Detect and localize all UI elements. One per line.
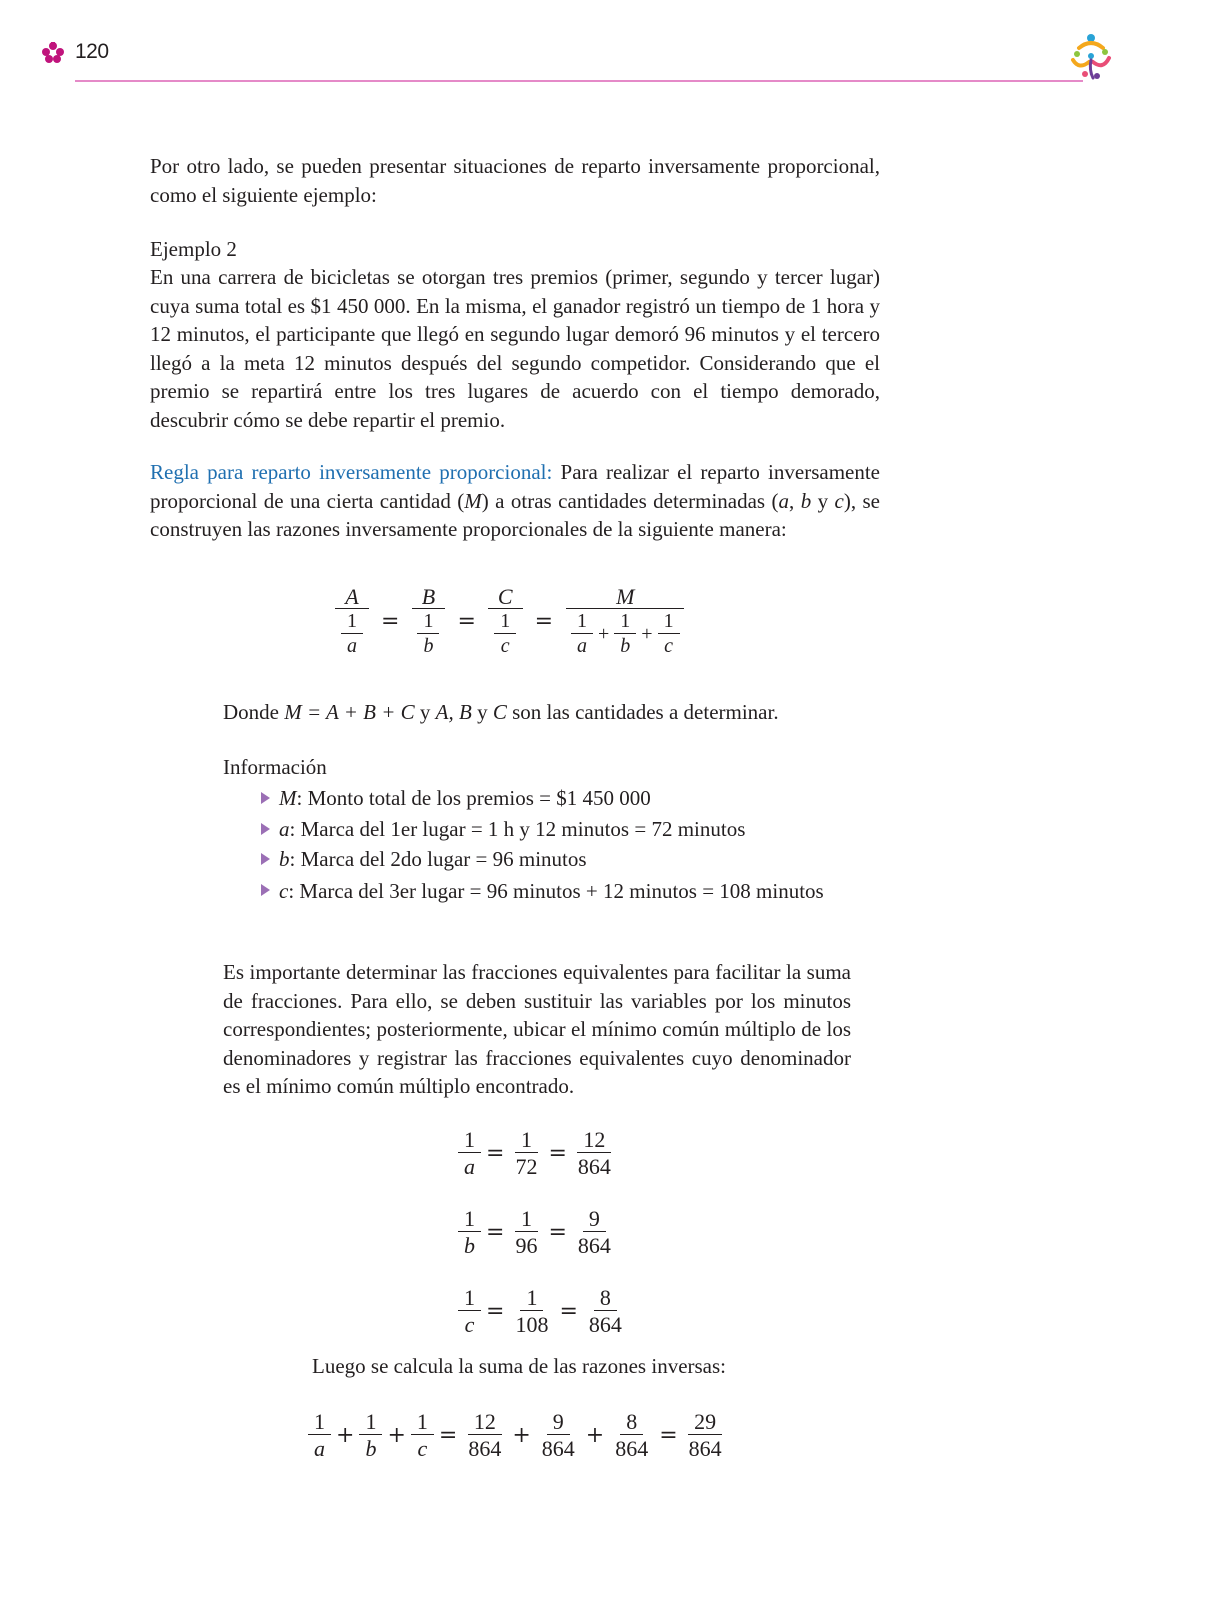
numerator: 1	[571, 611, 593, 634]
plus-sign: +	[387, 1422, 406, 1448]
denominator: a	[464, 1154, 475, 1180]
numerator: 1	[308, 1410, 331, 1435]
numerator: 1	[614, 611, 636, 634]
numerator: M	[566, 585, 684, 609]
sum-intro: Luego se calcula la suma de las razones inversas:	[312, 1354, 727, 1378]
equals-sign: =	[486, 1140, 505, 1166]
denominator: 108	[515, 1312, 549, 1338]
denominator	[411, 609, 445, 657]
denominator: 864	[615, 1436, 649, 1462]
denominator: 864	[588, 1312, 622, 1338]
where-text: Donde	[223, 700, 285, 724]
plus-sign: +	[585, 1422, 605, 1448]
list-item	[257, 875, 857, 905]
numerator: 1	[520, 1286, 543, 1311]
numerator: 1	[658, 611, 680, 634]
flower-icon	[40, 40, 66, 66]
equals-sign: =	[559, 1298, 578, 1324]
fraction	[488, 585, 523, 657]
numerator: 1	[458, 1286, 481, 1311]
list-item	[257, 844, 857, 875]
intro-paragraph: Por otro lado, se pueden presentar situaciones de reparto inversamente proporcional, como el siguiente ejemplo:	[150, 154, 880, 207]
numerator: 8	[620, 1410, 643, 1435]
plus-sign: +	[336, 1422, 355, 1448]
equals-sign: =	[381, 608, 400, 634]
item-text: : Monto total de los premios = $1 450 000	[296, 786, 651, 810]
denominator: a	[347, 635, 357, 658]
equals-sign: =	[438, 1422, 458, 1448]
item-text: : Marca del 3er lugar = 96 minutos + 12 minutos = 108 minutos	[288, 878, 824, 903]
equals-sign: =	[457, 608, 476, 634]
explanation-paragraph: Es importante determinar las fracciones equivalentes para facilitar la suma de fracciones. Para ello, se deben sustituir las variables por los minutos correspondientes; posteriormente, ubicar el mínimo común múltiplo de los denominadores y registrar las fracciones equivalentes cuyo denominador es el mínimo común múltiplo encontrado.	[223, 960, 851, 1098]
plus-sign: +	[598, 622, 610, 645]
numerator: 1	[417, 611, 439, 634]
header-rule	[75, 80, 1083, 82]
equals-sign: =	[486, 1298, 505, 1324]
info-title: Información	[223, 755, 327, 779]
var-a: a	[778, 488, 790, 513]
rule-text: ), se construyen las razones inversamente proporcionales de la siguiente manera:	[150, 488, 880, 541]
logo-icon	[1065, 32, 1117, 84]
numerator: A	[335, 585, 368, 609]
proportion-formula	[335, 585, 686, 657]
numerator: 9	[547, 1410, 570, 1435]
page-number: 120	[75, 40, 109, 63]
bullet-icon	[261, 853, 270, 865]
numerator: 1	[411, 1410, 434, 1435]
denominator: 96	[515, 1233, 538, 1259]
bullet-icon	[261, 823, 270, 835]
plus-sign: +	[512, 1422, 531, 1448]
rule-text: ,	[789, 488, 801, 513]
denominator: a	[314, 1436, 325, 1462]
fraction	[565, 585, 686, 657]
var-b: b	[800, 488, 812, 513]
rule-text: ) a otras cantidades determinadas (	[481, 488, 779, 513]
equals-sign: =	[659, 1422, 678, 1448]
plus-sign: +	[641, 622, 653, 645]
example-title: Ejemplo 2	[150, 237, 237, 261]
list-item	[257, 783, 857, 814]
denominator: c	[500, 635, 510, 658]
rule-heading: Regla para reparto inversamente proporcional:	[150, 460, 553, 484]
rule-paragraph	[150, 458, 880, 544]
example-paragraph: En una carrera de bicicletas se otorgan tres premios (primer, segundo y tercer lugar) cuya suma total es $1 450 000. En la misma, el ganador registró un tiempo de 1 hora y 12 minutos, el participante que llegó en segundo lugar demoró 96 minutos y el tercero llegó a la meta 12 minutos después del segundo competidor. Considerando que el premio se repartirá entre los tres lugares de acuerdo con el tiempo demorado, descubrir cómo se debe repartir el premio.	[150, 265, 880, 432]
equivalent-fraction-c	[458, 1286, 628, 1336]
where-line	[223, 698, 779, 727]
denominator: b	[620, 635, 631, 658]
item-var: a	[279, 816, 290, 841]
numerator: C	[488, 585, 523, 609]
equals-sign: =	[486, 1219, 505, 1245]
denominator: 72	[515, 1154, 538, 1180]
fraction	[335, 585, 369, 657]
denominator: 864	[468, 1436, 502, 1462]
item-var: b	[279, 847, 290, 871]
numerator: 1	[341, 611, 363, 634]
denominator: 864	[541, 1436, 575, 1462]
where-text: y	[471, 700, 493, 724]
equivalent-fraction-b	[458, 1207, 617, 1257]
equals-sign: =	[548, 1140, 567, 1166]
rule-text: Para realizar el reparto inversamente proporcional de una cierta cantidad (	[150, 460, 880, 513]
numerator: 9	[583, 1207, 606, 1232]
where-var-c: C	[492, 700, 507, 724]
info-list	[257, 783, 857, 905]
denominator	[335, 609, 369, 657]
numerator: 12	[577, 1128, 611, 1153]
numerator: 1	[359, 1410, 382, 1435]
numerator: 29	[688, 1410, 722, 1435]
sum-formula	[308, 1410, 728, 1460]
numerator: 12	[468, 1410, 502, 1435]
numerator: 1	[494, 611, 516, 634]
denominator: c	[664, 635, 673, 658]
where-expression: M = A + B + C	[284, 700, 415, 724]
denominator	[565, 609, 686, 657]
numerator: 1	[458, 1207, 481, 1232]
fraction	[411, 585, 445, 657]
bullet-icon	[261, 792, 270, 804]
numerator: 1	[515, 1207, 538, 1232]
denominator: b	[464, 1233, 475, 1259]
where-text: son las cantidades a determinar.	[506, 700, 779, 724]
where-vars: A, B	[435, 700, 472, 724]
denominator: 864	[577, 1154, 611, 1180]
equals-sign: =	[534, 608, 553, 634]
denominator: b	[365, 1436, 377, 1462]
where-text: y	[414, 700, 436, 724]
rule-text: y	[811, 488, 835, 513]
denominator: c	[417, 1436, 428, 1462]
item-text: : Marca del 1er lugar = 1 h y 12 minutos = 72 minutos	[289, 816, 746, 841]
denominator: a	[577, 635, 587, 658]
var-m: M	[464, 488, 482, 513]
numerator: 1	[458, 1128, 481, 1153]
bullet-icon	[261, 884, 270, 896]
denominator	[488, 609, 522, 657]
var-c: c	[834, 488, 844, 513]
denominator: b	[423, 635, 434, 658]
numerator: 1	[515, 1128, 538, 1153]
numerator: 8	[594, 1286, 617, 1311]
denominator: c	[464, 1312, 475, 1338]
list-item	[257, 814, 857, 845]
equals-sign: =	[548, 1219, 567, 1245]
equivalent-fraction-a	[458, 1128, 617, 1178]
denominator: 864	[688, 1436, 722, 1462]
item-var: M	[279, 786, 297, 810]
item-var: c	[279, 878, 289, 903]
denominator: 864	[577, 1233, 611, 1259]
item-text: : Marca del 2do lugar = 96 minutos	[289, 847, 587, 871]
numerator: B	[412, 585, 445, 609]
